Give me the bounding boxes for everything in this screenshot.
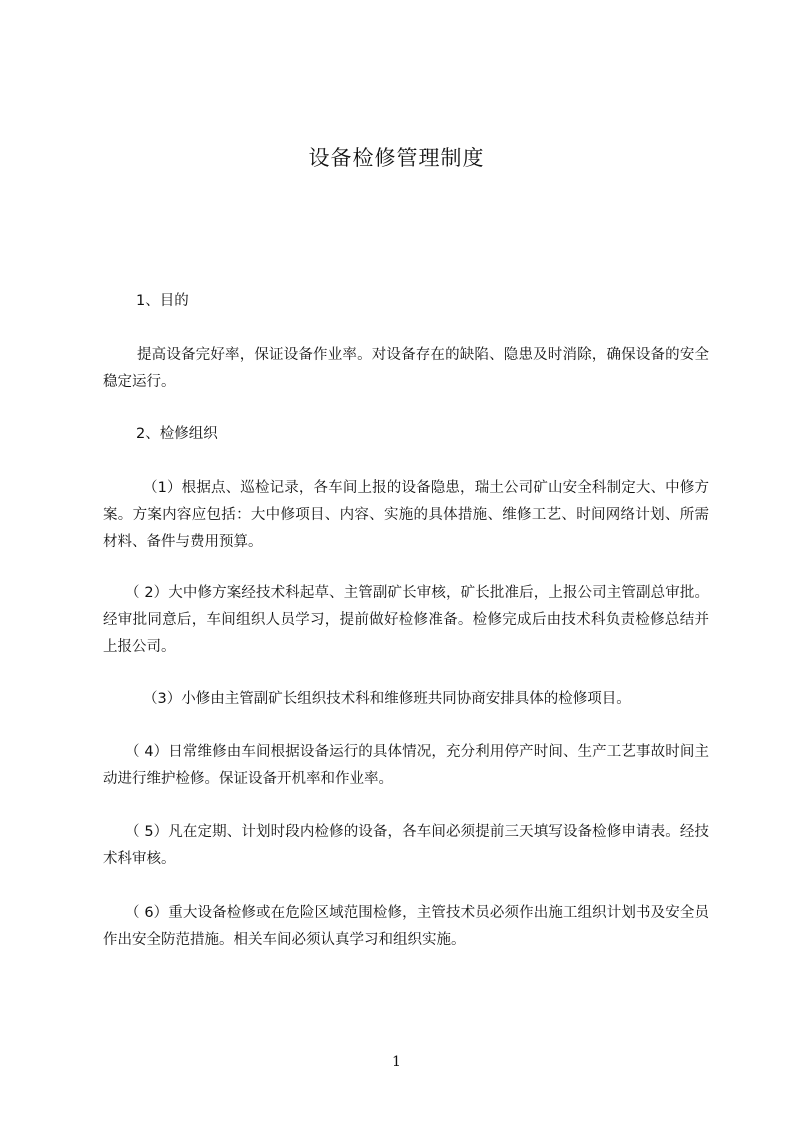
paragraph-item-2: （ 2）大中修方案经技术科起草、主管副矿长审核，矿长批准后，上报公司主管副总审批。经审批同意后，车间组织人员学习，提前做好检修准备。检修完成后由技术科负责检修总结并上报公司。 xyxy=(103,585,709,655)
section-heading-organization: 2、检修组织 xyxy=(136,426,218,442)
paragraph-item-3: （3）小修由主管副矿长组织技术科和维修班共同协商安排具体的检修项目。 xyxy=(143,691,631,707)
section-heading-purpose: 1、目的 xyxy=(136,293,189,309)
page-number: 1 xyxy=(392,1054,401,1070)
document-title: 设备检修管理制度 xyxy=(308,146,485,170)
paragraph-item-4: （ 4）日常维修由车间根据设备运行的具体情况，充分利用停产时间、生产工艺事故时间主动进行维护检修。保证设备开机率和作业率。 xyxy=(103,744,709,787)
paragraph-item-1: （1）根据点、巡检记录，各车间上报的设备隐患，瑞土公司矿山安全科制定大、中修方案。方案内容应包括：大中修项目、内容、实施的具体措施、维修工艺、时间网络计划、所需材料、备件与费用预算。 xyxy=(103,480,709,550)
paragraph-item-5: （ 5）凡在定期、计划时段内检修的设备，各车间必须提前三天填写设备检修申请表。经技术科审核。 xyxy=(103,824,709,867)
paragraph-item-6: （ 6）重大设备检修或在危险区域范围检修，主管技术员必须作出施工组织计划书及安全员作出安全防范措施。相关车间必须认真学习和组织实施。 xyxy=(103,905,709,948)
paragraph-purpose: 提高设备完好率，保证设备作业率。对设备存在的缺陷、隐患及时消除，确保设备的安全稳定运行。 xyxy=(103,347,709,390)
